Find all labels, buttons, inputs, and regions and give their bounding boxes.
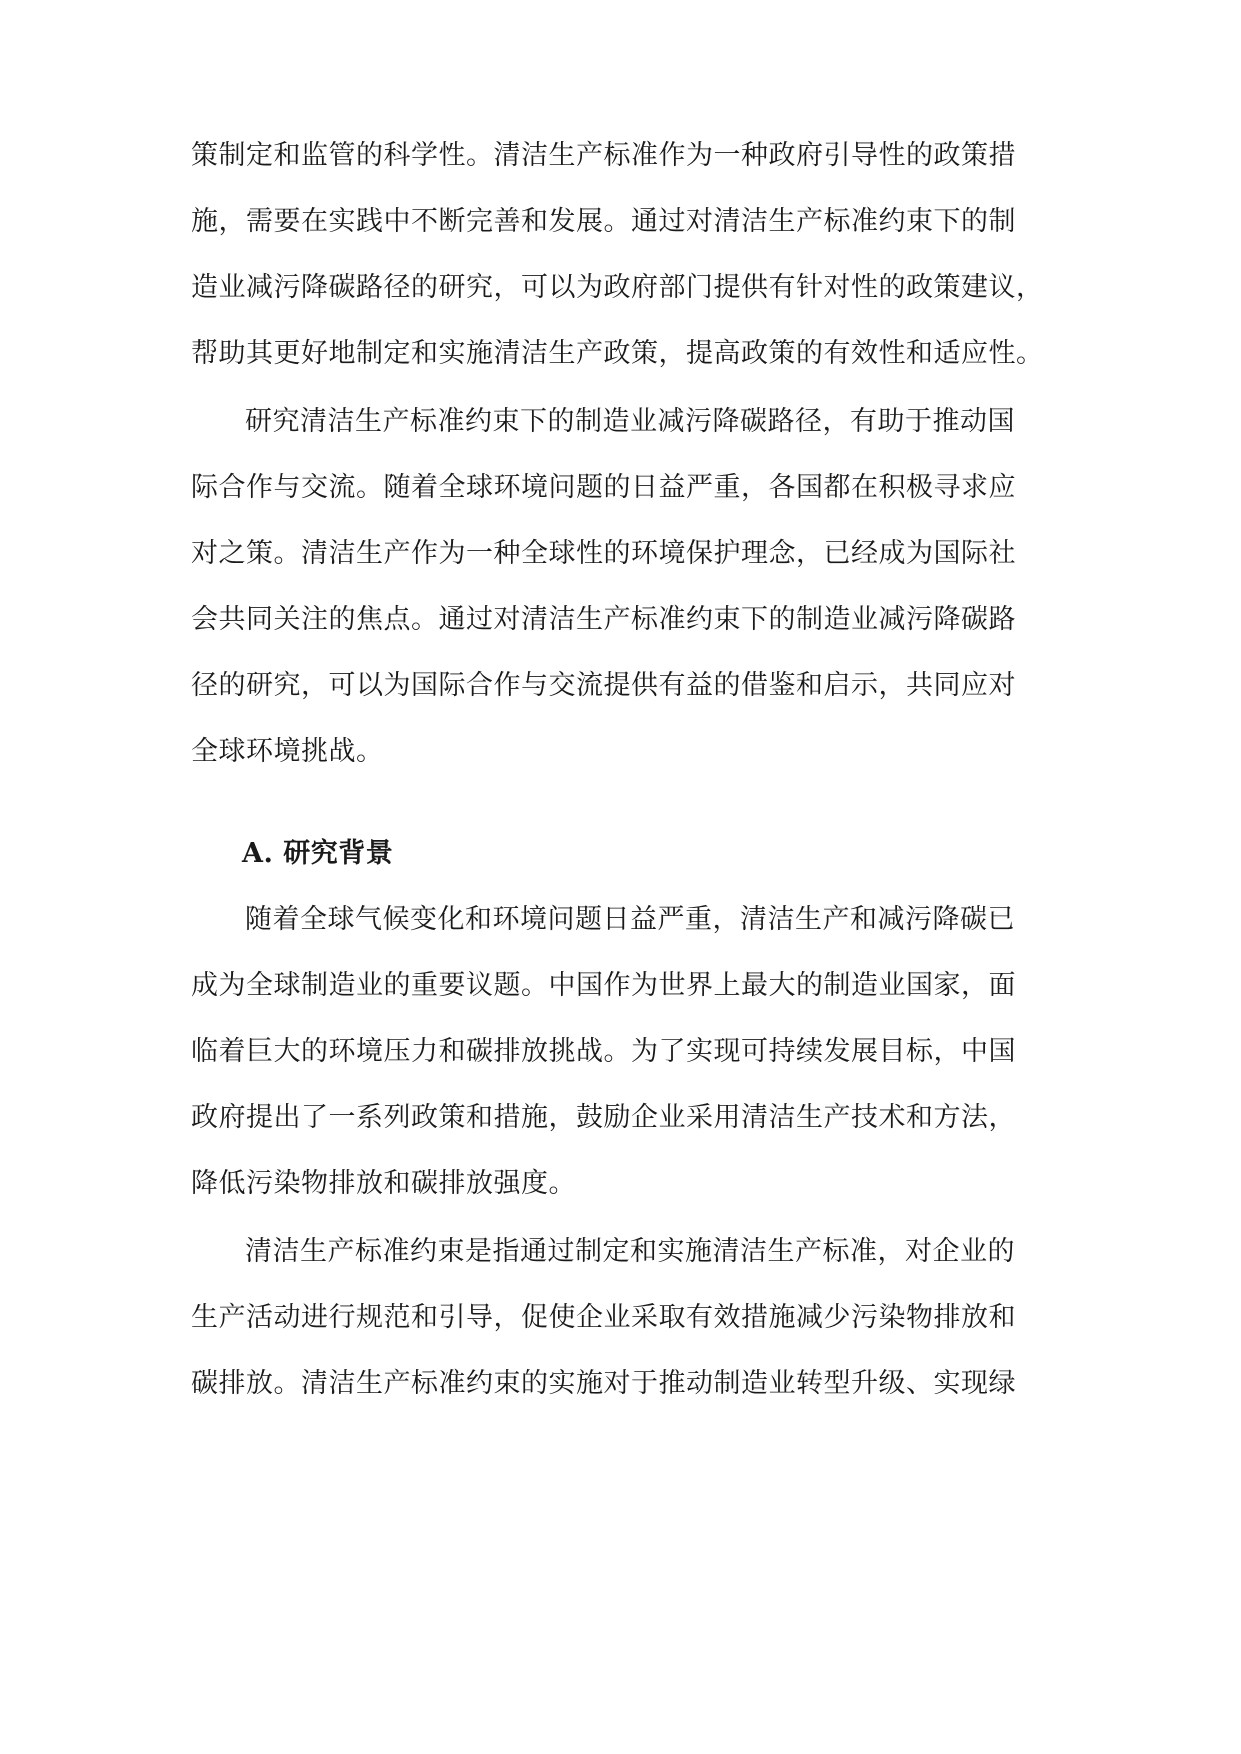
paragraph-1-line-3: 造业减污降碳路径的研究，可以为政府部门提供有针对性的政策建议，	[191, 272, 1044, 303]
paragraph-2-line-2: 际合作与交流。随着全球环境问题的日益严重，各国都在积极寻求应	[191, 472, 1016, 503]
paragraph-1-line-4: 帮助其更好地制定和实施清洁生产政策，提高政策的有效性和适应性。	[191, 338, 1044, 369]
paragraph-2-line-1: 研究清洁生产标准约束下的制造业减污降碳路径，有助于推动国	[245, 406, 1015, 437]
paragraph-1-line-1: 策制定和监管的科学性。清洁生产标准作为一种政府引导性的政策措	[191, 140, 1016, 171]
paragraph-1-line-2: 施，需要在实践中不断完善和发展。通过对清洁生产标准约束下的制	[191, 206, 1016, 237]
paragraph-3-line-1: 随着全球气候变化和环境问题日益严重，清洁生产和减污降碳已	[245, 904, 1015, 935]
section-heading: A. 研究背景	[242, 838, 394, 869]
paragraph-4-line-2: 生产活动进行规范和引导，促使企业采取有效措施减少污染物排放和	[191, 1302, 1016, 1333]
paragraph-3-line-2: 成为全球制造业的重要议题。中国作为世界上最大的制造业国家，面	[191, 970, 1016, 1001]
paragraph-4-line-3: 碳排放。清洁生产标准约束的实施对于推动制造业转型升级、实现绿	[191, 1368, 1016, 1399]
paragraph-2-line-4: 会共同关注的焦点。通过对清洁生产标准约束下的制造业减污降碳路	[191, 604, 1016, 635]
paragraph-4-line-1: 清洁生产标准约束是指通过制定和实施清洁生产标准，对企业的	[245, 1236, 1015, 1267]
paragraph-3-line-3: 临着巨大的环境压力和碳排放挑战。为了实现可持续发展目标，中国	[191, 1036, 1016, 1067]
paragraph-2-line-5: 径的研究，可以为国际合作与交流提供有益的借鉴和启示，共同应对	[191, 670, 1016, 701]
paragraph-2-line-3: 对之策。清洁生产作为一种全球性的环境保护理念，已经成为国际社	[191, 538, 1016, 569]
paragraph-2-line-6: 全球环境挑战。	[191, 736, 384, 767]
paragraph-3-line-5: 降低污染物排放和碳排放强度。	[191, 1168, 576, 1199]
paragraph-3-line-4: 政府提出了一系列政策和措施，鼓励企业采用清洁生产技术和方法，	[191, 1102, 1016, 1133]
